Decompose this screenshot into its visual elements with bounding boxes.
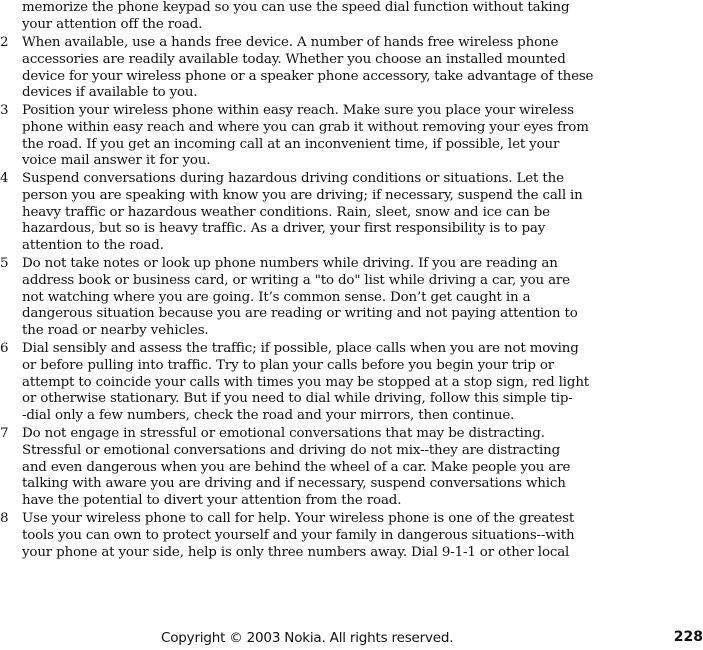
- list-item-text: [22, 256, 592, 340]
- list-item-text: [22, 35, 592, 102]
- list-item-text: [22, 103, 592, 170]
- list-item-number: 5: [0, 256, 9, 271]
- list-item-number: 4: [0, 171, 9, 186]
- list-item-number: 7: [0, 426, 9, 441]
- text-line: not watching where you are going. It’s common sense. Don’t get caught in a: [22, 289, 531, 305]
- text-line: have the potential to divert your attention from the road.: [22, 493, 402, 509]
- list-item-text: [22, 511, 592, 561]
- text-line: or otherwise stationary. But if you need to dial while driving, follow this simple tip-: [22, 391, 573, 407]
- text-line: talking with aware you are driving and if necessary, suspend conversations which: [22, 476, 566, 492]
- text-line: Do not engage in stressful or emotional conversations that may be distracting.: [22, 426, 545, 441]
- text-line: Suspend conversations during hazardous driving conditions or situations. Let the: [22, 171, 564, 186]
- text-line: person you are speaking with know you are driving; if necessary, suspend the call in: [22, 187, 583, 203]
- text-line: your attention off the road.: [22, 16, 203, 32]
- text-line: accessories are readily available today. Whether you choose an installed mounted: [22, 51, 566, 67]
- text-line: attention to the road.: [22, 238, 164, 254]
- text-line: hazardous, but so is heavy traffic. As a driver, your first responsibility is to pay: [22, 221, 546, 237]
- text-line: Use your wireless phone to call for help. Your wireless phone is one of the greatest: [22, 511, 575, 526]
- text-line: address book or business card, or writing a "to do" list while driving a car, you are: [22, 272, 570, 288]
- list-item-number: 8: [0, 511, 9, 526]
- page-number: 228: [673, 629, 703, 645]
- text-line: When available, use a hands free device. A number of hands free wireless phone: [22, 35, 559, 50]
- text-line: heavy traffic or hazardous weather conditions. Rain, sleet, snow and ice can be: [22, 204, 550, 220]
- list-item-text: [22, 341, 592, 425]
- text-line: or before pulling into traffic. Try to plan your calls before you begin your trip or: [22, 357, 555, 373]
- text-line: attempt to coincide your calls with times you may be stopped at a stop sign, red light: [22, 374, 590, 390]
- list-item-text: [22, 171, 592, 255]
- text-line: Position your wireless phone within easy reach. Make sure you place your wireless: [22, 103, 574, 118]
- text-line: the road. If you get an incoming call at an inconvenient time, if possible, let your: [22, 136, 560, 152]
- text-line: dangerous situation because you are reading or writing and not paying attention to: [22, 306, 578, 322]
- list-item-text: [22, 426, 592, 510]
- text-line: your phone at your side, help is only three numbers away. Dial 9-1-1 or other local: [22, 544, 570, 560]
- text-line: Stressful or emotional conversations and driving do not mix--they are distracting: [22, 442, 560, 458]
- text-line: device for your wireless phone or a speaker phone accessory, take advantage of these: [22, 68, 594, 84]
- text-line: Do not take notes or look up phone numbers while driving. If you are reading an: [22, 256, 558, 271]
- text-line: phone within easy reach and where you can grab it without removing your eyes from: [22, 119, 589, 135]
- text-line: -dial only a few numbers, check the road and your mirrors, then continue.: [22, 408, 515, 424]
- text-line: tools you can own to protect yourself and your family in dangerous situations--with: [22, 527, 575, 543]
- intro-paragraph: [22, 0, 592, 34]
- text-line: and even dangerous when you are behind the wheel of a car. Make people you are: [22, 459, 571, 475]
- copyright-notice: Copyright © 2003 Nokia. All rights reserved.: [161, 630, 454, 646]
- text-line: memorize the phone keypad so you can use the speed dial function without taking: [22, 0, 570, 15]
- list-item-number: 2: [0, 35, 9, 50]
- text-line: voice mail answer it for you.: [22, 153, 211, 169]
- text-line: the road or nearby vehicles.: [22, 323, 209, 339]
- list-item-number: 6: [0, 341, 9, 356]
- text-line: Dial sensibly and assess the traffic; if possible, place calls when you are not moving: [22, 341, 579, 356]
- list-item-number: 3: [0, 103, 9, 118]
- text-line: devices if available to you.: [22, 85, 198, 101]
